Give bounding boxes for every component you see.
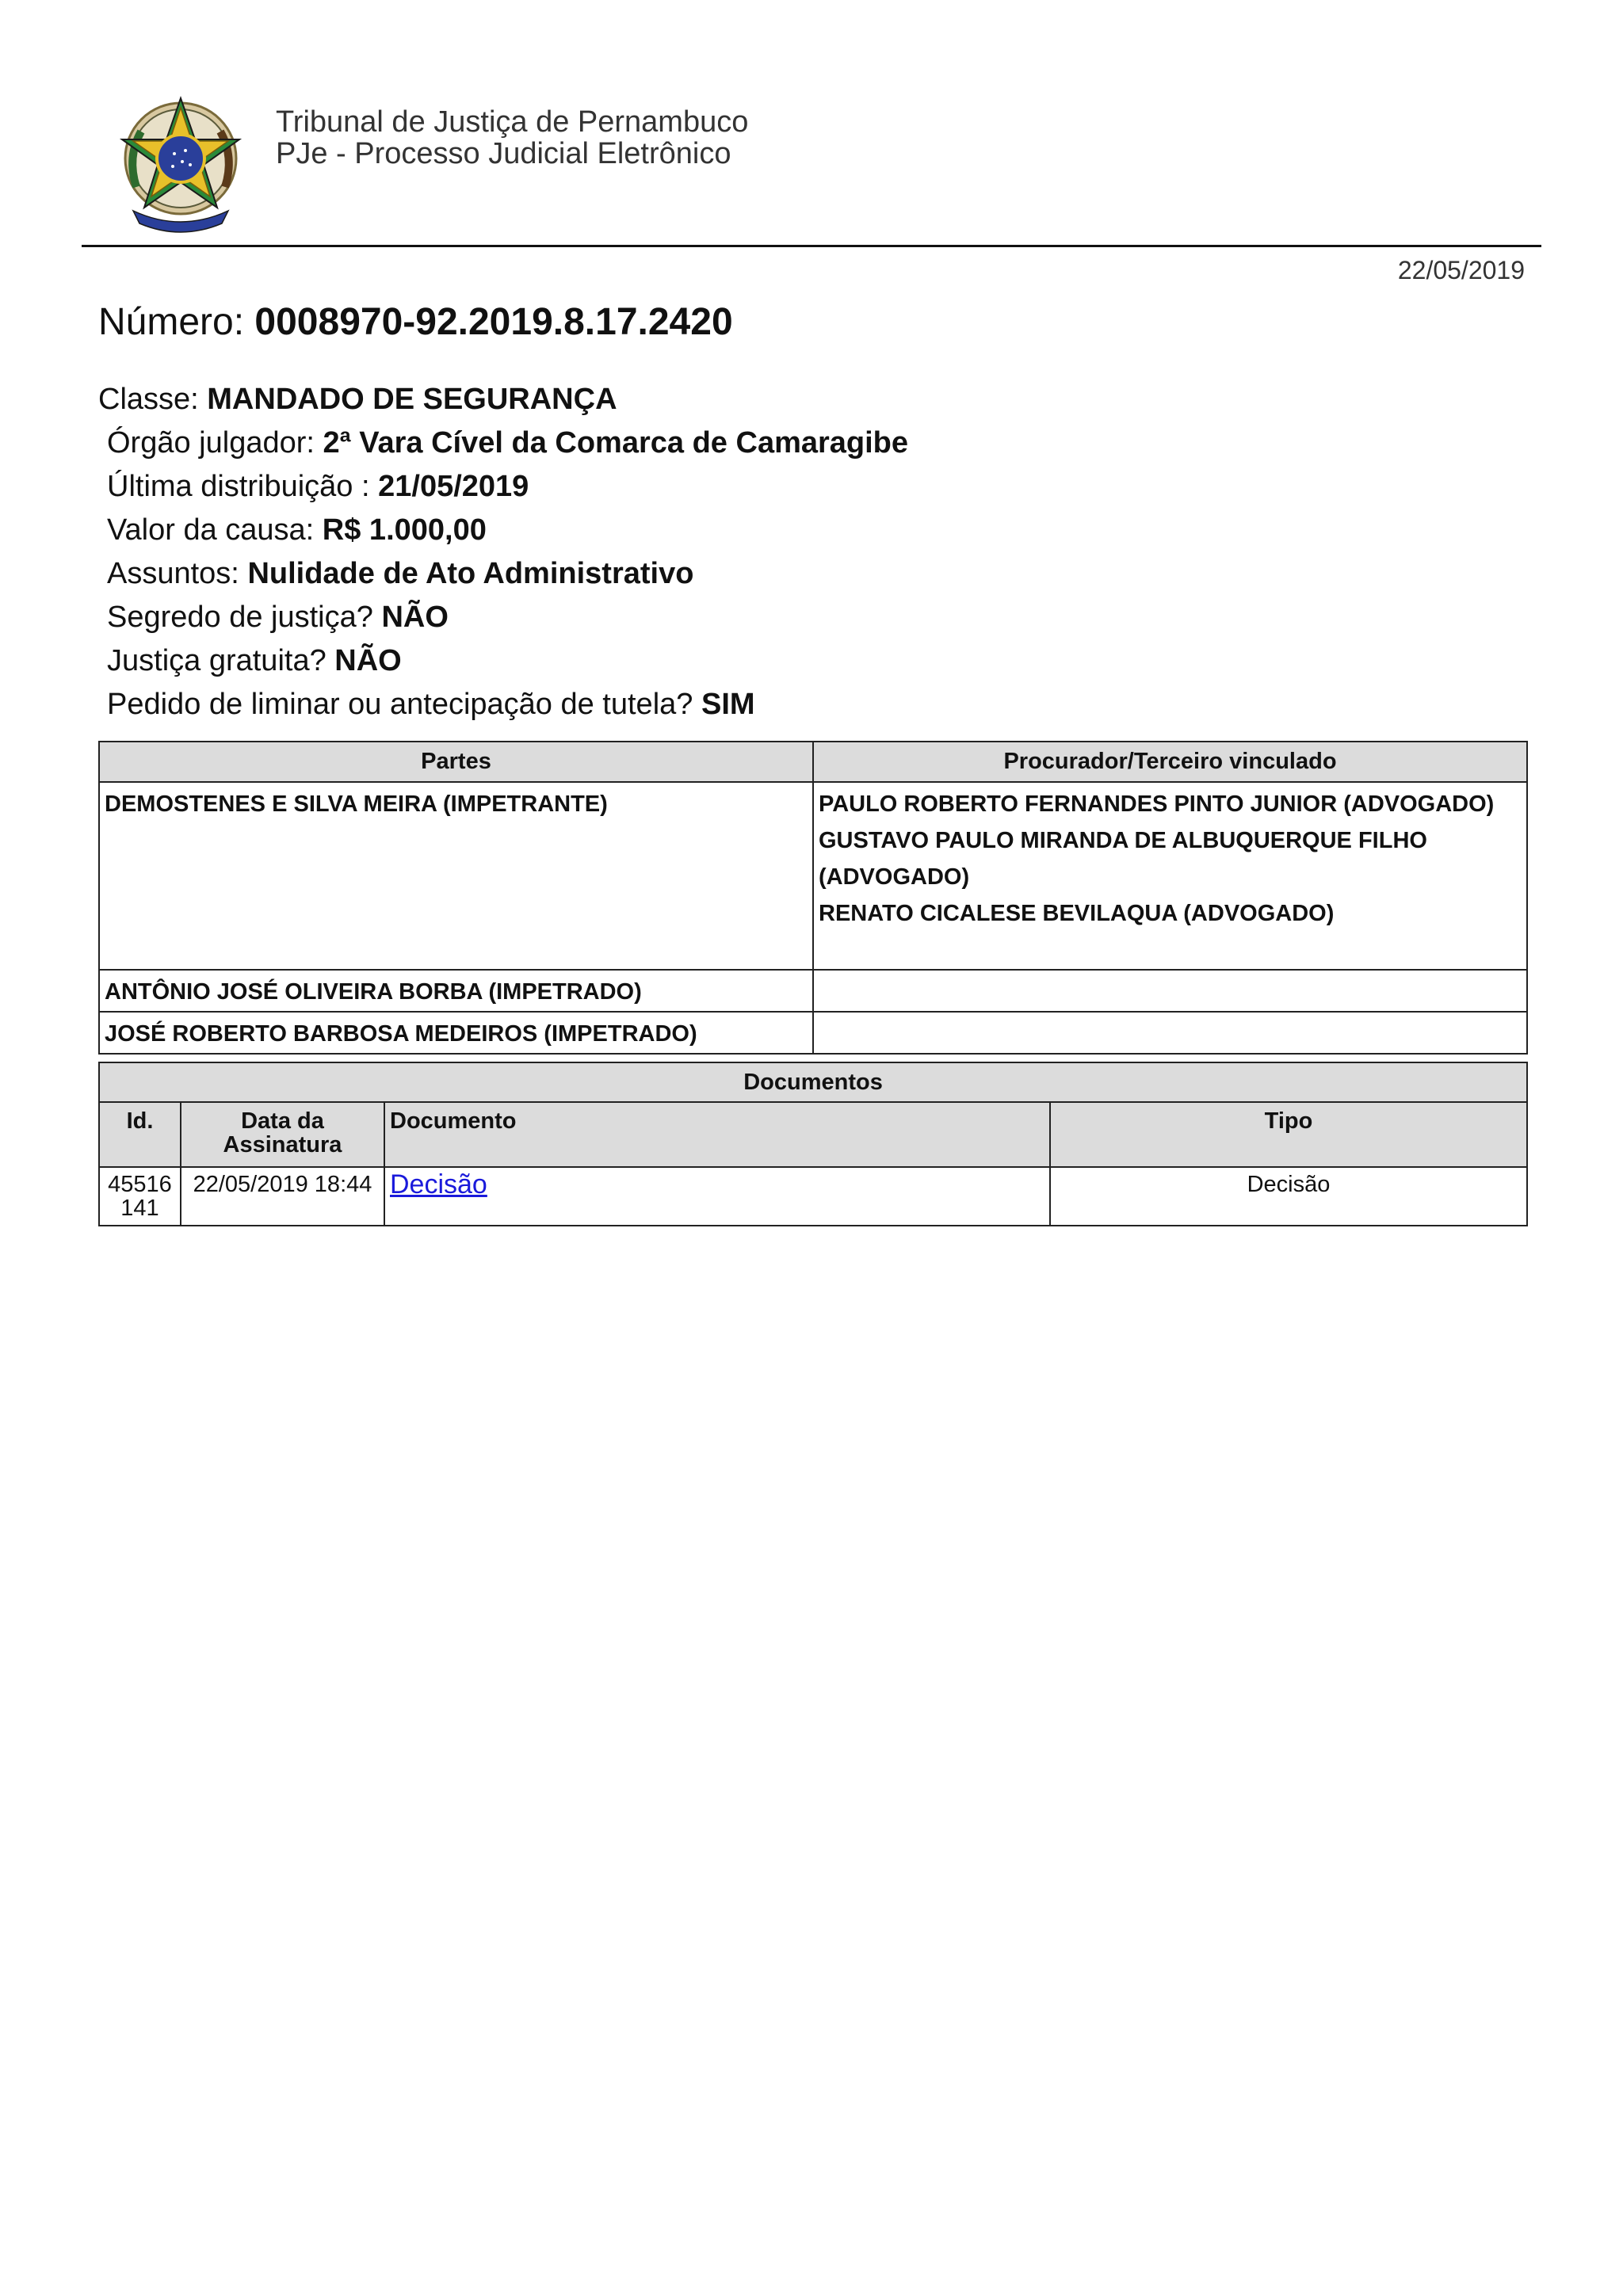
field-label: Última distribuição : (107, 470, 370, 503)
field-segredo-de-justica (98, 600, 908, 643)
document-id-line: 141 (120, 1196, 159, 1221)
field-pedido-de-liminar (98, 687, 908, 730)
system-name: PJe - Processo Judicial Eletrônico (276, 137, 731, 170)
signature-date-header (181, 1102, 384, 1167)
table-row (99, 782, 1527, 970)
field-label: Classe: (98, 383, 199, 416)
field-value: NÃO (334, 644, 402, 677)
field-value: NÃO (381, 601, 449, 634)
documents-header-row (99, 1102, 1527, 1167)
document-cell (384, 1167, 1050, 1226)
parties-table (98, 741, 1528, 1055)
field-label: Pedido de liminar ou antecipação de tutela? (107, 688, 693, 721)
lawyers-cell (813, 782, 1527, 970)
party-name: ANTÔNIO JOSÉ OLIVEIRA BORBA (IMPETRADO) (99, 970, 813, 1012)
id-header: Id. (99, 1102, 181, 1167)
signature-date-header-line: Data da (241, 1108, 324, 1134)
court-name: Tribunal de Justiça de Pernambuco (276, 105, 749, 139)
lawyer-name: PAULO ROBERTO FERNANDES PINTO JUNIOR (ADVOGADO) (819, 791, 1495, 817)
field-value: R$ 1.000,00 (322, 513, 487, 547)
print-date: 22/05/2019 (1397, 256, 1525, 284)
document-link[interactable]: Decisão (390, 1169, 487, 1199)
table-row (99, 970, 1527, 1012)
party-name: JOSÉ ROBERTO BARBOSA MEDEIROS (IMPETRADO) (99, 1012, 813, 1054)
field-label: Órgão julgador: (107, 426, 315, 460)
party-name: DEMOSTENES E SILVA MEIRA (IMPETRANTE) (99, 782, 813, 970)
table-row (99, 1167, 1527, 1226)
process-fields (98, 382, 908, 730)
lawyers-header: Procurador/Terceiro vinculado (813, 742, 1527, 782)
field-orgao-julgador (98, 425, 908, 469)
document-id (99, 1167, 181, 1226)
field-label: Justiça gratuita? (107, 644, 327, 677)
field-classe (98, 382, 908, 425)
field-value: Nulidade de Ato Administrativo (247, 557, 694, 590)
process-number-value: 0008970-92.2019.8.17.2420 (254, 301, 733, 343)
process-number (98, 300, 733, 344)
signature-date-header-line: Assinatura (223, 1132, 342, 1158)
documents-table (98, 1062, 1528, 1226)
field-value: 21/05/2019 (378, 470, 529, 503)
field-justica-gratuita (98, 643, 908, 687)
parties-header: Partes (99, 742, 813, 782)
table-row (99, 1012, 1527, 1054)
documents-caption: Documentos (99, 1062, 1527, 1102)
field-ultima-distribuicao (98, 469, 908, 513)
lawyers-cell (813, 970, 1527, 1012)
type-header: Tipo (1050, 1102, 1527, 1167)
signature-date: 22/05/2019 18:44 (181, 1167, 384, 1226)
field-value: 2ª Vara Cível da Comarca de Camaragibe (323, 426, 909, 460)
header-divider (82, 245, 1541, 247)
document-id-line: 45516 (108, 1172, 172, 1197)
field-value: SIM (701, 688, 755, 721)
brazil-coat-of-arms-icon (111, 93, 250, 241)
field-label: Assuntos: (107, 557, 239, 590)
lawyer-name: RENATO CICALESE BEVILAQUA (ADVOGADO) (819, 901, 1335, 926)
lawyers-cell (813, 1012, 1527, 1054)
document-header: Documento (384, 1102, 1050, 1167)
lawyer-name: GUSTAVO PAULO MIRANDA DE ALBUQUERQUE FILHO (ADVOGADO) (819, 828, 1427, 890)
field-label: Segredo de justiça? (107, 601, 373, 634)
field-label: Valor da causa: (107, 513, 315, 547)
parties-header-row (99, 742, 1527, 782)
field-valor-da-causa (98, 513, 908, 556)
document-type: Decisão (1050, 1167, 1527, 1226)
court-header (276, 106, 748, 170)
field-assuntos (98, 556, 908, 600)
documents-caption-row (99, 1062, 1527, 1102)
field-value: MANDADO DE SEGURANÇA (207, 383, 617, 416)
process-number-label: Número: (98, 301, 245, 343)
